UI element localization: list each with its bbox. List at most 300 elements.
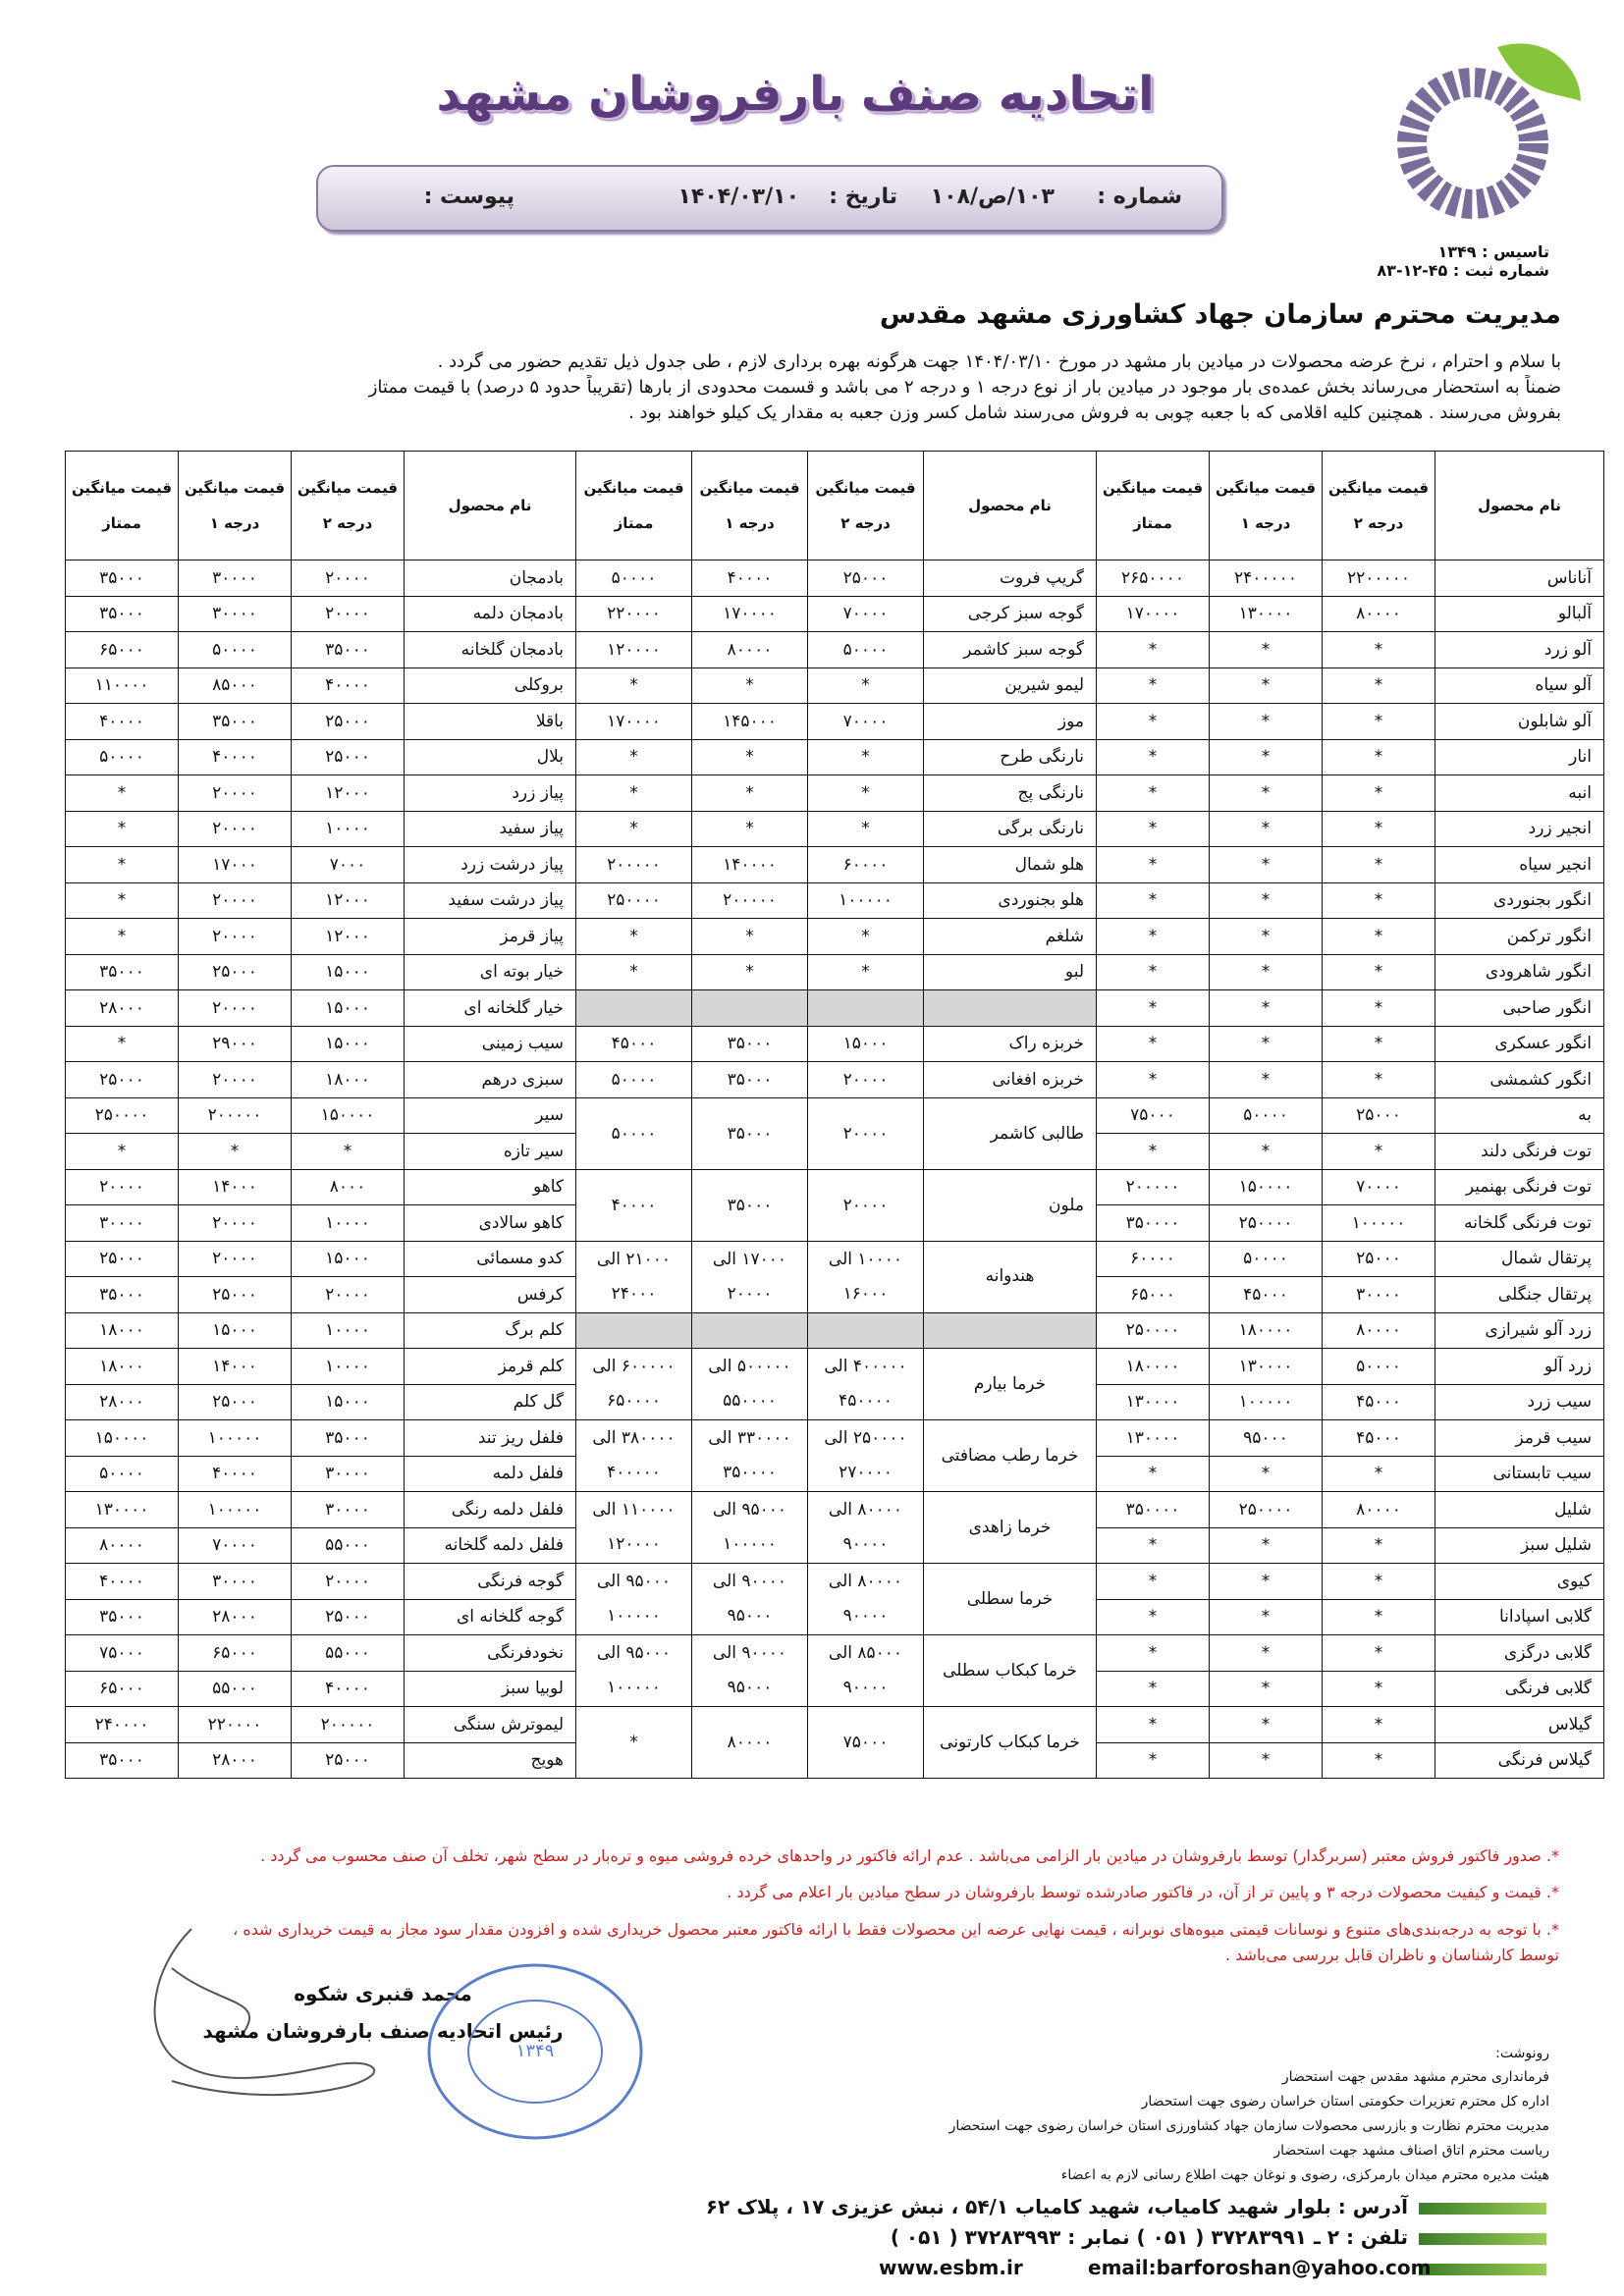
price-cell: ۵۰۰۰۰ (66, 1456, 179, 1492)
product-name: شلیل (1435, 1492, 1604, 1528)
product-name: سیب قرمز (1435, 1420, 1604, 1457)
price-cell: ۱۵۰۰۰ (292, 1241, 405, 1277)
price-cell: * (1210, 1062, 1323, 1098)
footer-website[interactable]: www.esbm.ir (879, 2256, 1023, 2279)
price-cell: * (1097, 1742, 1210, 1779)
price-cell: ۴۰۰۰۰ (692, 561, 808, 597)
price-cell: * (1097, 811, 1210, 847)
price-cell: ۳۳۰۰۰۰ الی ۳۵۰۰۰۰ (692, 1420, 808, 1492)
footer-address: آدرس : بلوار شهید کامیاب، شهید کامیاب ۵۴/۱ ، نبش عزیزی ۱۷ ، پلاک ۶۲ (705, 2195, 1408, 2218)
product-name: نارنگی برگی (924, 811, 1097, 847)
price-cell: * (1210, 1527, 1323, 1564)
product-name: پیاز درشت زرد (405, 847, 576, 883)
price-cell: * (808, 775, 924, 812)
price-cell: ۱۵۰۰۰۰ (1210, 1169, 1323, 1205)
price-cell: * (576, 775, 692, 812)
price-cell: * (1210, 882, 1323, 919)
price-cell: * (1323, 775, 1435, 812)
note-2: *. قیمت و کیفیت محصولات درجه ۳ و پایین تر از آن، در فاکتور صادرشده توسط بارفروشان در سطح میادین بار اعلام می گردد . (727, 1883, 1559, 1901)
price-cell: ۲۰۰۰۰ (808, 1062, 924, 1098)
price-cell: * (1097, 1527, 1210, 1564)
table-row (66, 990, 1604, 1027)
price-cell: * (1097, 954, 1210, 990)
price-cell: ۴۰۰۰۰ (179, 739, 292, 775)
price-cell: * (1210, 1742, 1323, 1779)
table-row (66, 1312, 1604, 1349)
product-name: کلم برگ (405, 1312, 576, 1349)
price-cell: ۴۰۰۰۰ (576, 1169, 692, 1241)
price-cell: ۱۳۰۰۰۰ (1210, 1349, 1323, 1385)
footer-email[interactable]: email:barforoshan@yahoo.com (1088, 2256, 1432, 2279)
price-cell: ۱۸۰۰۰ (292, 1062, 405, 1098)
price-cell: ۲۰۰۰۰ (179, 1205, 292, 1242)
product-name: گلابی درگزی (1435, 1635, 1604, 1672)
product-name: گیلاس (1435, 1707, 1604, 1743)
price-cell: * (692, 775, 808, 812)
price-cell: * (1323, 1134, 1435, 1170)
price-cell: ۱۰۰۰۰ (292, 1205, 405, 1242)
table-row (66, 1635, 1604, 1672)
note-1: *. صدور فاکتور فروش معتبر (سربرگدار) توسط بارفروشان در میادین بار الزامی می‌باشد . عدم ارائه فاکتور در واحدهای خرده فروشی میوه و تره‌بار در سطح شهر، تخلف آن صنف محسوب می گردد . (260, 1846, 1559, 1865)
price-cell: * (66, 775, 179, 812)
price-cell: ۱۸۰۰۰۰ (1210, 1312, 1323, 1349)
price-cell: ۸۰۰۰۰ (66, 1527, 179, 1564)
price-cell: ۱۵۰۰۰ (179, 1312, 292, 1349)
number-label: شماره : (1097, 185, 1182, 209)
price-cell: ۱۸۰۰۰ (66, 1312, 179, 1349)
price-cell: * (692, 811, 808, 847)
price-cell: * (1097, 847, 1210, 883)
product-name: خرما کبکاب کارتونی (924, 1707, 1097, 1779)
price-cell: * (1323, 990, 1435, 1027)
price-cell: ۱۰۰۰۰۰ (179, 1420, 292, 1457)
reference-bar (316, 165, 1223, 232)
union-title: اتحادیه صنف بارفروشان مشهد (436, 67, 1155, 122)
price-cell: ۲۰۰۰۰۰ (576, 847, 692, 883)
price-cell: ۴۰۰۰۰ (179, 1456, 292, 1492)
price-cell: ۶۰۰۰۰۰ الی ۶۵۰۰۰۰ (576, 1349, 692, 1420)
price-cell: ۳۵۰۰۰۰ (1097, 1205, 1210, 1242)
product-name: انار (1435, 739, 1604, 775)
price-cell: ۱۳۰۰۰۰ (1097, 1384, 1210, 1420)
price-cell: ۲۲۰۰۰۰ (576, 596, 692, 632)
price-cell: ۱۷۰۰۰۰ (1097, 596, 1210, 632)
price-cell: * (1097, 1707, 1210, 1743)
product-name: فلفل دلمه گلخانه (405, 1527, 576, 1564)
price-cell: ۶۰۰۰۰ (1097, 1241, 1210, 1277)
price-cell: ۴۰۰۰۰۰ الی ۴۵۰۰۰۰ (808, 1349, 924, 1420)
product-name: خیار بوته ای (405, 954, 576, 990)
empty-cell (692, 990, 808, 1027)
cc-item: اداره کل محترم تعزیرات حکومتی استان خراسان رضوی جهت استحضار (1141, 2094, 1549, 2109)
price-cell: * (576, 1707, 692, 1779)
price-cell: ۲۵۰۰۰ (179, 954, 292, 990)
product-name: سیب زمینی (405, 1026, 576, 1062)
product-name: سبزی درهم (405, 1062, 576, 1098)
price-cell: ۸۰۰۰۰ (1323, 596, 1435, 632)
price-cell: * (1210, 1671, 1323, 1707)
price-cell: ۵۵۰۰۰ (292, 1635, 405, 1672)
price-cell: ۲۲۰۰۰۰۰ (1323, 561, 1435, 597)
price-cell: ۸۰۰۰۰ (1323, 1312, 1435, 1349)
product-name: بروکلی (405, 667, 576, 704)
product-name: لوبیا سبز (405, 1671, 576, 1707)
price-cell: * (1097, 704, 1210, 740)
price-cell: * (1323, 882, 1435, 919)
price-cell: ۹۵۰۰۰ الی ۱۰۰۰۰۰ (692, 1492, 808, 1564)
table-row (66, 1026, 1604, 1062)
product-name: فلفل دلمه رنگی (405, 1492, 576, 1528)
price-cell: ۱۲۰۰۰۰ (576, 632, 692, 668)
price-cell: ۲۰۰۰۰ (179, 1062, 292, 1098)
price-cell: ۲۰۰۰۰ (808, 1097, 924, 1169)
product-name: انگور عسکری (1435, 1026, 1604, 1062)
price-cell: * (1210, 811, 1323, 847)
price-cell: * (1097, 1026, 1210, 1062)
header-product-name: نام محصول (405, 452, 576, 561)
product-name: پرتقال جنگلی (1435, 1277, 1604, 1313)
note-3: *. با توجه به درجه‌بندی‌های متنوع و نوسانات قیمتی میوه‌های نوبرانه ، قیمت نهایی عرضه این محصولات فقط با ارائه فاکتور معتبر محصول خریداری شده و افزودن مقدار سود مجاز به قیمت خریداری شده ، (233, 1920, 1559, 1939)
price-cell: * (1210, 847, 1323, 883)
price-cell: * (1323, 1671, 1435, 1707)
price-cell: * (66, 1026, 179, 1062)
price-cell: ۲۵۰۰۰۰ (66, 1097, 179, 1134)
product-name: پرتقال شمال (1435, 1241, 1604, 1277)
price-cell: ۵۰۰۰۰ (808, 632, 924, 668)
price-cell: ۳۵۰۰۰ (66, 561, 179, 597)
union-logo-icon (1380, 27, 1596, 239)
price-cell: * (576, 739, 692, 775)
header-price: قیمت میانگین درجه ۱ (179, 452, 292, 561)
price-cell: ۱۵۰۰۰۰ (292, 1097, 405, 1134)
product-name: آلو زرد (1435, 632, 1604, 668)
price-cell: ۳۰۰۰۰ (179, 561, 292, 597)
price-cell: ۲۸۰۰۰ (179, 1599, 292, 1635)
product-name: گوجه گلخانه ای (405, 1599, 576, 1635)
product-name: نارنگی طرح (924, 739, 1097, 775)
price-cell: ۵۵۰۰۰ (179, 1671, 292, 1707)
price-cell: ۱۸۰۰۰ (66, 1349, 179, 1385)
product-name: گلابی اسپادانا (1435, 1599, 1604, 1635)
price-cell: * (292, 1134, 405, 1170)
price-cell: * (1210, 1599, 1323, 1635)
price-cell: ۵۰۰۰۰ (66, 739, 179, 775)
product-name: پیاز قرمز (405, 919, 576, 955)
product-name: انجیر سیاه (1435, 847, 1604, 883)
table-row (66, 811, 1604, 847)
header-price: قیمت میانگین درجه ۲ (808, 452, 924, 561)
header-price: قیمت میانگین ممتاز (66, 452, 179, 561)
header-price: قیمت میانگین ممتاز (1097, 452, 1210, 561)
price-cell: * (1097, 1456, 1210, 1492)
table-row (66, 1707, 1604, 1743)
product-name: آناناس (1435, 561, 1604, 597)
table-row (66, 954, 1604, 990)
product-name: موز (924, 704, 1097, 740)
price-cell: ۲۰۰۰۰ (179, 775, 292, 812)
attachment-label: پیوست : (423, 185, 514, 209)
price-cell: * (1210, 739, 1323, 775)
price-cell: ۲۵۰۰۰۰ (1097, 1312, 1210, 1349)
price-cell: ۱۰۰۰۰۰ (808, 882, 924, 919)
price-cell: ۷۰۰۰۰ (808, 704, 924, 740)
price-cell: ۲۰۰۰۰۰ (692, 882, 808, 919)
price-cell: ۴۰۰۰۰ (66, 1564, 179, 1600)
table-row (66, 739, 1604, 775)
price-cell: ۲۰۰۰۰ (179, 882, 292, 919)
price-cell: ۷۰۰۰ (292, 847, 405, 883)
price-cell: * (1210, 1635, 1323, 1672)
price-cell: * (1210, 919, 1323, 955)
table-row (66, 1169, 1604, 1205)
price-cell: ۳۵۰۰۰ (292, 1420, 405, 1457)
price-cell: ۲۵۰۰۰۰ (1210, 1492, 1323, 1528)
price-cell: * (576, 954, 692, 990)
price-cell: ۸۰۰۰۰ الی ۹۰۰۰۰ (808, 1492, 924, 1564)
price-cell: ۲۰۰۰۰ (66, 1169, 179, 1205)
empty-cell (576, 1312, 692, 1349)
footer-green-bar (1419, 2233, 1546, 2245)
product-name: آلو سیاه (1435, 667, 1604, 704)
price-cell: ۱۱۰۰۰۰ الی ۱۲۰۰۰۰ (576, 1492, 692, 1564)
price-cell: ۳۵۰۰۰ (66, 1599, 179, 1635)
product-name: نارنگی پج (924, 775, 1097, 812)
price-cell: * (1097, 1134, 1210, 1170)
price-cell: ۴۰۰۰۰ (292, 667, 405, 704)
price-cell: ۹۰۰۰۰ الی ۹۵۰۰۰ (692, 1635, 808, 1707)
price-cell: * (1323, 1707, 1435, 1743)
product-name: خرما رطب مضافتی (924, 1420, 1097, 1492)
price-cell: * (692, 667, 808, 704)
product-name: توت فرنگی دلند (1435, 1134, 1604, 1170)
price-cell: ۲۵۰۰۰ (808, 561, 924, 597)
product-name: آلو شابلون (1435, 704, 1604, 740)
price-cell: ۳۵۰۰۰ (66, 1742, 179, 1779)
table-row (66, 1420, 1604, 1457)
price-cell: ۲۰۰۰۰ (292, 596, 405, 632)
product-name: خربزه راک (924, 1026, 1097, 1062)
table-row (66, 1492, 1604, 1528)
table-row (66, 596, 1604, 632)
price-cell: * (1097, 990, 1210, 1027)
price-cell: ۷۵۰۰۰ (808, 1707, 924, 1779)
product-name: انگور ترکمن (1435, 919, 1604, 955)
price-cell: ۸۰۰۰۰ (1323, 1492, 1435, 1528)
registration-number: شماره ثبت : ۴۵-۱۲-۸۳ (1377, 261, 1549, 280)
price-cell: * (1323, 1564, 1435, 1600)
price-cell: ۱۰۰۰۰۰ (179, 1492, 292, 1528)
cc-item: ریاست محترم اتاق اصناف مشهد جهت استحضار (1273, 2143, 1549, 2159)
product-name: سیر تازه (405, 1134, 576, 1170)
empty-cell (576, 990, 692, 1027)
price-cell: ۷۵۰۰۰ (66, 1635, 179, 1672)
price-cell: ۳۵۰۰۰ (692, 1169, 808, 1241)
price-cell: ۹۵۰۰۰ الی ۱۰۰۰۰۰ (576, 1635, 692, 1707)
price-cell: * (1097, 1564, 1210, 1600)
price-cell: * (1323, 1062, 1435, 1098)
footer-green-bar (1419, 2264, 1546, 2275)
product-name: هویج (405, 1742, 576, 1779)
price-cell: * (1097, 919, 1210, 955)
product-name: کرفس (405, 1277, 576, 1313)
empty-cell (924, 990, 1097, 1027)
product-name: هندوانه (924, 1241, 1097, 1312)
intro-line-3: بفروش می‌رسند . همچنین کلیه اقلامی که با جعبه چوبی به فروش می‌رسند شامل کسر وزن جعبه به مقدار یک کیلو خواهند بود . (628, 402, 1561, 423)
product-name: کیوی (1435, 1564, 1604, 1600)
empty-cell (692, 1312, 808, 1349)
price-cell: ۱۲۰۰۰ (292, 919, 405, 955)
table-row (66, 882, 1604, 919)
date-value: ۱۴۰۴/۰۳/۱۰ (677, 185, 799, 209)
cc-item: مدیریت محترم نظارت و بازرسی محصولات سازمان جهاد کشاورزی استان خراسان رضوی جهت استحضار (948, 2118, 1549, 2134)
product-name: انجیر زرد (1435, 811, 1604, 847)
price-cell: ۱۴۵۰۰۰ (692, 704, 808, 740)
price-cell: * (1210, 1134, 1323, 1170)
recipient-heading: مدیریت محترم سازمان جهاد کشاورزی مشهد مقدس (879, 299, 1561, 330)
price-cell: ۲۶۵۰۰۰۰ (1097, 561, 1210, 597)
empty-cell (924, 1312, 1097, 1349)
price-cell: ۴۵۰۰۰ (1323, 1420, 1435, 1457)
price-cell: * (1210, 990, 1323, 1027)
date-label: تاریخ : (829, 185, 897, 209)
price-cell: * (1097, 775, 1210, 812)
product-name: خرما کبکاب سطلی (924, 1635, 1097, 1707)
price-cell: ۲۰۰۰۰۰ (292, 1707, 405, 1743)
price-cell: ۲۴۰۰۰۰ (66, 1707, 179, 1743)
price-cell: ۱۵۰۰۰ (292, 1026, 405, 1062)
price-cell: * (1097, 739, 1210, 775)
price-cell: ۱۰۰۰۰ (292, 811, 405, 847)
table-row (66, 775, 1604, 812)
table-row (66, 667, 1604, 704)
price-cell: * (1323, 847, 1435, 883)
price-cell: * (1210, 1707, 1323, 1743)
price-cell: ۹۵۰۰۰ (1210, 1420, 1323, 1457)
price-cell: * (66, 882, 179, 919)
established-year: تاسیس : ۱۳۴۹ (1437, 242, 1549, 261)
price-cell: ۲۵۰۰۰ (66, 1062, 179, 1098)
product-name: پیاز زرد (405, 775, 576, 812)
price-table (65, 451, 1604, 1779)
price-cell: ۶۵۰۰۰ (179, 1635, 292, 1672)
price-cell: * (1323, 811, 1435, 847)
price-cell: ۲۵۰۰۰ (179, 1384, 292, 1420)
price-cell: ۲۰۰۰۰ (179, 811, 292, 847)
intro-line-1: با سلام و احترام ، نرخ عرضه محصولات در میادین بار مشهد در مورخ ۱۴۰۴/۰۳/۱۰ جهت هرگونه بهره برداری لازم ، طی جدول ذیل تقدیم حضور می گردد . (437, 351, 1561, 372)
product-name: کدو مسمائی (405, 1241, 576, 1277)
price-cell: ۵۰۰۰۰ (179, 632, 292, 668)
price-cell: ۳۵۰۰۰ (692, 1062, 808, 1098)
price-cell: ۲۴۰۰۰۰۰ (1210, 561, 1323, 597)
price-cell: ۱۷۰۰۰ (179, 847, 292, 883)
price-cell: ۱۴۰۰۰ (179, 1169, 292, 1205)
price-cell: * (1323, 919, 1435, 955)
price-cell: * (1210, 775, 1323, 812)
product-name: سیب زرد (1435, 1384, 1604, 1420)
price-cell: * (1323, 739, 1435, 775)
price-cell: * (1323, 1742, 1435, 1779)
price-cell: ۲۰۰۰۰ (179, 990, 292, 1027)
price-cell: * (808, 667, 924, 704)
price-cell: ۱۴۰۰۰۰ (692, 847, 808, 883)
price-cell: ۱۳۰۰۰۰ (66, 1492, 179, 1528)
price-cell: ۱۰۰۰۰ (292, 1349, 405, 1385)
price-cell: ۲۸۰۰۰ (66, 990, 179, 1027)
price-cell: ۲۰۰۰۰ (292, 1277, 405, 1313)
footer-green-bar (1419, 2203, 1546, 2215)
product-name: لیموترش سنگی (405, 1707, 576, 1743)
price-cell: ۵۰۰۰۰ (1210, 1241, 1323, 1277)
price-cell: * (66, 919, 179, 955)
price-cell: ۱۵۰۰۰ (292, 1384, 405, 1420)
price-cell: * (1210, 704, 1323, 740)
price-cell: ۲۸۰۰۰ (179, 1742, 292, 1779)
product-name: ملون (924, 1169, 1097, 1241)
product-name: هلو بجنوردی (924, 882, 1097, 919)
product-name: پیاز سفید (405, 811, 576, 847)
price-cell: * (1097, 1671, 1210, 1707)
table-row (66, 1564, 1604, 1600)
price-cell: ۱۱۰۰۰۰ (66, 667, 179, 704)
price-cell: ۱۵۰۰۰ (292, 954, 405, 990)
price-cell: ۴۰۰۰۰ (292, 1671, 405, 1707)
price-cell: * (692, 739, 808, 775)
product-name: لیمو شیرین (924, 667, 1097, 704)
product-name: سیب تابستانی (1435, 1456, 1604, 1492)
price-cell: ۳۰۰۰۰ (179, 1564, 292, 1600)
price-cell: ۸۰۰۰ (292, 1169, 405, 1205)
price-cell: ۲۵۰۰۰ (292, 739, 405, 775)
price-cell: * (1323, 632, 1435, 668)
table-header-row (66, 452, 1604, 561)
header-price: قیمت میانگین درجه ۲ (292, 452, 405, 561)
table-row (66, 1241, 1604, 1277)
product-name: خرما سطلی (924, 1564, 1097, 1635)
product-name: گوجه فرنگی (405, 1564, 576, 1600)
price-cell: ۱۵۰۰۰۰ (66, 1420, 179, 1457)
price-cell: ۳۰۰۰۰ (292, 1492, 405, 1528)
price-cell: ۸۵۰۰۰ الی ۹۰۰۰۰ (808, 1635, 924, 1707)
product-name: گوجه سبز کاشمر (924, 632, 1097, 668)
price-cell: ۷۰۰۰۰ (1323, 1169, 1435, 1205)
product-name: انبه (1435, 775, 1604, 812)
price-cell: ۳۰۰۰۰ (179, 596, 292, 632)
price-cell: * (1097, 632, 1210, 668)
price-cell: ۵۰۰۰۰ (576, 1062, 692, 1098)
price-cell: * (692, 919, 808, 955)
product-name: انگور صاحبی (1435, 990, 1604, 1027)
price-cell: ۱۰۰۰۰۰ (1210, 1384, 1323, 1420)
product-name: انگور شاهرودی (1435, 954, 1604, 990)
product-name: هلو شمال (924, 847, 1097, 883)
price-cell: ۵۰۰۰۰ (576, 1097, 692, 1169)
price-cell: ۶۰۰۰۰ (808, 847, 924, 883)
product-name: نخودفرنگی (405, 1635, 576, 1672)
product-name: طالبی کاشمر (924, 1097, 1097, 1169)
price-cell: ۸۰۰۰۰ (692, 1707, 808, 1779)
signer-name: محمد قنبری شکوه (294, 1982, 472, 2005)
product-name: گوجه سبز کرجی (924, 596, 1097, 632)
note-4: توسط کارشناسان و ناظران قابل بررسی می‌باشد . (1224, 1946, 1559, 1964)
header-price: قیمت میانگین درجه ۱ (1210, 452, 1323, 561)
product-name: گریپ فروت (924, 561, 1097, 597)
price-cell: ۳۵۰۰۰ (692, 1097, 808, 1169)
price-cell: * (1210, 1026, 1323, 1062)
intro-line-2: ضمناً به استحضار می‌رساند بخش عمده‌ی بار موجود در میادین بار از نوع درجه ۱ و درجه ۲ می باشد و قسمت محدودی از بارها (تقریباً حدود ۵ درصد) با قیمت ممتاز (368, 377, 1561, 398)
price-cell: * (1097, 667, 1210, 704)
header-price: قیمت میانگین درجه ۲ (1323, 452, 1435, 561)
price-cell: ۵۰۰۰۰ (1323, 1349, 1435, 1385)
